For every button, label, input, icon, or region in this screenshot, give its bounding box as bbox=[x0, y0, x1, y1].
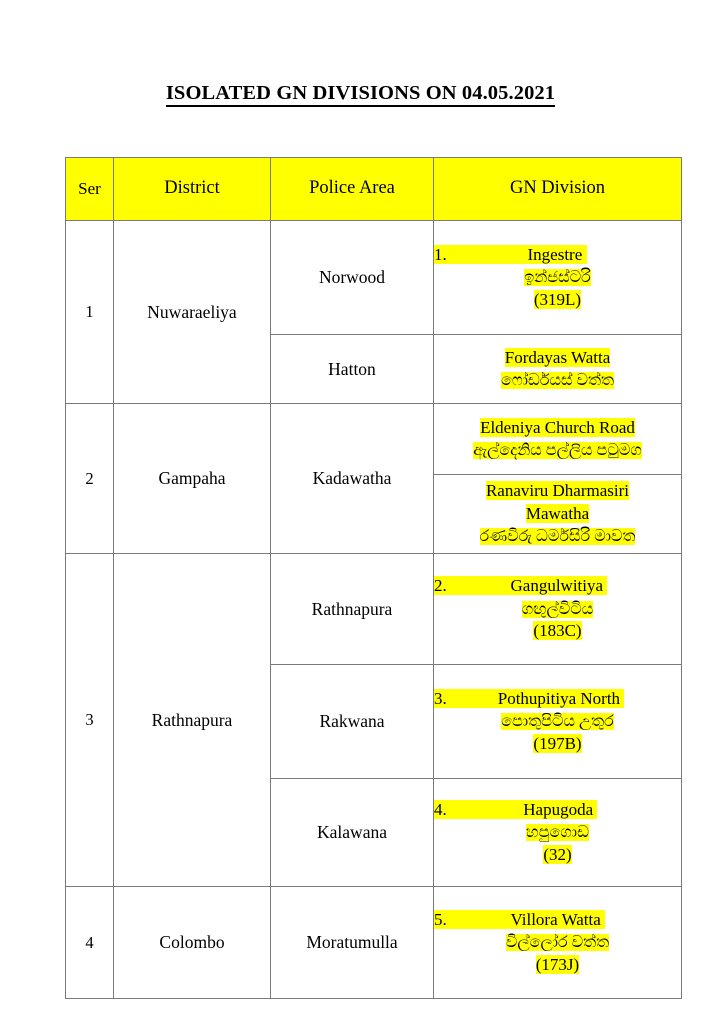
gn-division-name-si: රණවිරු ධර්මසිරි මාවත bbox=[479, 528, 636, 546]
gn-division-name-si: ෆෝර්ඩයස් වත්ත bbox=[500, 372, 614, 389]
gn-division-name-si: පොතුපිටිය උතුර bbox=[501, 713, 614, 731]
cell-gn-division bbox=[434, 887, 682, 999]
gn-division-name-line bbox=[434, 347, 681, 369]
gn-division-name-si: හපුගොඩ bbox=[526, 824, 589, 842]
gn-division-number: 5. bbox=[434, 909, 447, 929]
gn-division-name-en: Pothupitiya North bbox=[497, 688, 621, 708]
cell-gn-division bbox=[434, 665, 682, 779]
table-row bbox=[66, 554, 682, 665]
gn-division-name-si: ඉන්ජස්ටරි bbox=[524, 269, 591, 287]
gn-division-number: 1. bbox=[434, 244, 447, 264]
column-header-police-area: Police Area bbox=[271, 158, 434, 221]
cell-gn-division bbox=[434, 475, 682, 554]
gn-division-name-en: Ingestre bbox=[527, 244, 583, 264]
cell-ser: 4 bbox=[66, 887, 114, 999]
table-header-row bbox=[66, 158, 682, 221]
cell-gn-division bbox=[434, 335, 682, 404]
cell-ser: 3 bbox=[66, 554, 114, 887]
gn-division-name-si-line bbox=[434, 821, 681, 843]
column-header-gn-division: GN Division bbox=[434, 158, 682, 221]
gn-division-code: (197B) bbox=[533, 733, 582, 753]
column-header-ser: Ser bbox=[66, 158, 114, 221]
table-header bbox=[66, 158, 682, 221]
gn-division-name-en: Fordayas Watta bbox=[504, 347, 611, 367]
gn-division-name-si-line bbox=[434, 525, 681, 547]
gn-division-name-en: Gangulwitiya bbox=[510, 576, 604, 596]
gn-division-code-line bbox=[434, 620, 681, 642]
gn-division-code-line bbox=[434, 289, 681, 311]
gn-division-name-si-line bbox=[434, 598, 681, 620]
gn-division-name-line bbox=[434, 799, 681, 821]
cell-police-area: Rakwana bbox=[271, 665, 434, 779]
isolated-gn-divisions-table-container bbox=[65, 157, 681, 999]
cell-ser: 1 bbox=[66, 221, 114, 404]
cell-district: Colombo bbox=[114, 887, 271, 999]
gn-division-code-line bbox=[434, 733, 681, 755]
gn-division-name-line bbox=[434, 575, 681, 597]
gn-division-number: 2. bbox=[434, 576, 447, 596]
gn-division-code-line bbox=[434, 844, 681, 866]
gn-division-name-si: විල්ලෝර වත්ත bbox=[505, 934, 610, 952]
gn-division-name-line bbox=[434, 688, 681, 710]
cell-district: Gampaha bbox=[114, 404, 271, 554]
gn-division-number: 3. bbox=[434, 688, 447, 708]
cell-police-area: Kadawatha bbox=[271, 404, 434, 554]
page-title bbox=[0, 82, 721, 105]
gn-division-name-si-line bbox=[434, 710, 681, 732]
gn-division-name-line bbox=[434, 244, 681, 266]
gn-division-name-line bbox=[434, 417, 681, 439]
table-body bbox=[66, 221, 682, 999]
cell-police-area: Hatton bbox=[271, 335, 434, 404]
gn-division-name-en-line1: Ranaviru Dharmasiri bbox=[485, 481, 630, 501]
cell-police-area: Rathnapura bbox=[271, 554, 434, 665]
cell-ser: 2 bbox=[66, 404, 114, 554]
gn-division-code: (319L) bbox=[533, 289, 582, 309]
gn-division-code-line bbox=[434, 954, 681, 976]
cell-gn-division bbox=[434, 554, 682, 665]
page-title-text: ISOLATED GN DIVISIONS ON 04.05.2021 bbox=[166, 82, 555, 107]
cell-district: Rathnapura bbox=[114, 554, 271, 887]
gn-division-name-en: Hapugoda bbox=[523, 799, 594, 819]
isolated-gn-divisions-table bbox=[65, 157, 682, 999]
cell-district: Nuwaraeliya bbox=[114, 221, 271, 404]
gn-division-name-si-line bbox=[434, 266, 681, 288]
cell-police-area: Norwood bbox=[271, 221, 434, 335]
gn-division-name-si-line bbox=[434, 369, 681, 391]
gn-division-code: (173J) bbox=[535, 954, 580, 974]
cell-gn-division bbox=[434, 779, 682, 887]
gn-division-name-en-line2: Mawatha bbox=[525, 503, 590, 523]
gn-division-name-line bbox=[434, 909, 681, 931]
gn-division-name-si: ඇල්දෙනිය පල්ලිය පටුමග bbox=[473, 442, 642, 459]
cell-police-area: Kalawana bbox=[271, 779, 434, 887]
gn-division-number: 4. bbox=[434, 799, 447, 819]
table-row bbox=[66, 887, 682, 999]
gn-division-name-si-line bbox=[434, 439, 681, 461]
gn-division-code: (183C) bbox=[533, 621, 582, 641]
table-row bbox=[66, 221, 682, 335]
gn-division-name-si: ගඟුල්විටිය bbox=[521, 600, 594, 618]
gn-division-name-si-line bbox=[434, 931, 681, 953]
column-header-district: District bbox=[114, 158, 271, 221]
gn-division-name-line-1 bbox=[434, 480, 681, 502]
gn-division-name-line-2 bbox=[434, 503, 681, 525]
gn-division-name-en: Villora Watta bbox=[510, 909, 601, 929]
cell-gn-division bbox=[434, 404, 682, 475]
cell-police-area: Moratumulla bbox=[271, 887, 434, 999]
gn-division-name-en: Eldeniya Church Road bbox=[480, 417, 635, 437]
gn-division-code: (32) bbox=[543, 844, 572, 864]
table-row bbox=[66, 404, 682, 475]
cell-gn-division bbox=[434, 221, 682, 335]
